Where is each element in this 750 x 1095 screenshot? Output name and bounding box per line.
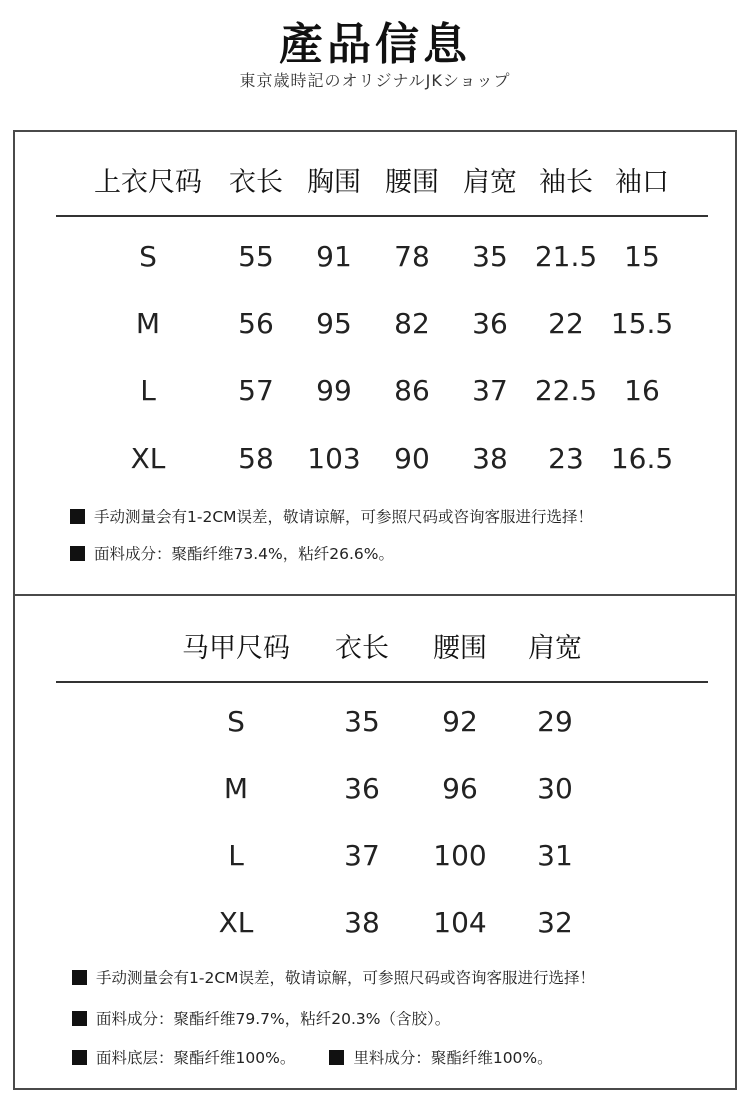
size-cell: M bbox=[223, 772, 249, 805]
value-cell: 22 bbox=[548, 307, 584, 340]
value-cell: 35 bbox=[344, 705, 380, 738]
value-cell: 37 bbox=[472, 374, 508, 407]
top-header-sleeve-length: 袖长 bbox=[539, 167, 593, 198]
square-bullet-icon bbox=[72, 1050, 87, 1065]
value-cell: 55 bbox=[238, 240, 274, 273]
square-bullet-icon bbox=[70, 509, 85, 524]
value-cell: 38 bbox=[344, 906, 380, 939]
vest-header-length: 衣长 bbox=[335, 633, 389, 664]
vest-header-shoulder: 肩宽 bbox=[528, 633, 582, 664]
value-cell: 31 bbox=[537, 839, 573, 872]
value-cell: 86 bbox=[394, 374, 430, 407]
note-text: 面料底层：聚酯纤维100%。 bbox=[96, 1049, 296, 1067]
value-cell: 15 bbox=[624, 240, 660, 273]
value-cell: 99 bbox=[316, 374, 352, 407]
note-text: 面料成分：聚酯纤维73.4%，粘纤26.6%。 bbox=[94, 545, 394, 563]
value-cell: 38 bbox=[472, 442, 508, 475]
note-text: 里料成分：聚酯纤维100%。 bbox=[353, 1049, 553, 1067]
square-bullet-icon bbox=[329, 1050, 344, 1065]
top-header-shoulder: 肩宽 bbox=[463, 167, 517, 198]
note-text: 手动测量会有1-2CM误差，敬请谅解，可参照尺码或咨询客服进行选择！ bbox=[94, 508, 594, 526]
value-cell: 37 bbox=[344, 839, 380, 872]
size-cell: L bbox=[228, 839, 244, 872]
square-bullet-icon bbox=[72, 970, 87, 985]
value-cell: 57 bbox=[238, 374, 274, 407]
size-cell: S bbox=[227, 705, 245, 738]
size-chart-frame bbox=[13, 130, 737, 1090]
fabric-note bbox=[70, 542, 394, 564]
section-divider bbox=[13, 594, 737, 596]
value-cell: 16 bbox=[624, 374, 660, 407]
value-cell: 29 bbox=[537, 705, 573, 738]
size-cell: M bbox=[135, 307, 161, 340]
top-header-waist: 腰围 bbox=[385, 167, 439, 198]
value-cell: 103 bbox=[307, 442, 361, 475]
value-cell: 104 bbox=[433, 906, 487, 939]
top-header-length: 衣长 bbox=[229, 167, 283, 198]
value-cell: 22.5 bbox=[534, 374, 598, 407]
page-title: 產品信息 bbox=[279, 19, 471, 70]
size-cell: L bbox=[140, 374, 156, 407]
value-cell: 58 bbox=[238, 442, 274, 475]
top-header-rule bbox=[56, 215, 708, 217]
value-cell: 95 bbox=[316, 307, 352, 340]
size-cell: XL bbox=[218, 906, 254, 939]
fabric-note bbox=[72, 1007, 450, 1029]
value-cell: 23 bbox=[548, 442, 584, 475]
value-cell: 56 bbox=[238, 307, 274, 340]
value-cell: 90 bbox=[394, 442, 430, 475]
value-cell: 16.5 bbox=[610, 442, 674, 475]
vest-header-rule bbox=[56, 681, 708, 683]
square-bullet-icon bbox=[70, 546, 85, 561]
value-cell: 36 bbox=[344, 772, 380, 805]
value-cell: 82 bbox=[394, 307, 430, 340]
value-cell: 35 bbox=[472, 240, 508, 273]
value-cell: 92 bbox=[442, 705, 478, 738]
value-cell: 15.5 bbox=[610, 307, 674, 340]
lining-note-row bbox=[72, 1046, 553, 1068]
value-cell: 36 bbox=[472, 307, 508, 340]
value-cell: 100 bbox=[433, 839, 487, 872]
value-cell: 78 bbox=[394, 240, 430, 273]
value-cell: 21.5 bbox=[534, 240, 598, 273]
square-bullet-icon bbox=[72, 1011, 87, 1026]
measurement-note bbox=[72, 966, 595, 988]
shop-subtitle: 東京歳時記のオリジナルJKショップ bbox=[239, 71, 511, 90]
size-cell: S bbox=[139, 240, 157, 273]
value-cell: 91 bbox=[316, 240, 352, 273]
value-cell: 30 bbox=[537, 772, 573, 805]
top-header-cuff: 袖口 bbox=[615, 167, 669, 198]
measurement-note bbox=[70, 505, 593, 527]
vest-header-size: 马甲尺码 bbox=[182, 633, 290, 664]
size-cell: XL bbox=[130, 442, 166, 475]
note-text: 面料成分：聚酯纤维79.7%，粘纤20.3%（含胶）。 bbox=[96, 1010, 451, 1028]
top-header-chest: 胸围 bbox=[307, 167, 361, 198]
note-text: 手动测量会有1-2CM误差，敬请谅解，可参照尺码或咨询客服进行选择！ bbox=[96, 969, 596, 987]
value-cell: 32 bbox=[537, 906, 573, 939]
top-header-size: 上衣尺码 bbox=[94, 167, 202, 198]
vest-header-waist: 腰围 bbox=[433, 633, 487, 664]
value-cell: 96 bbox=[442, 772, 478, 805]
